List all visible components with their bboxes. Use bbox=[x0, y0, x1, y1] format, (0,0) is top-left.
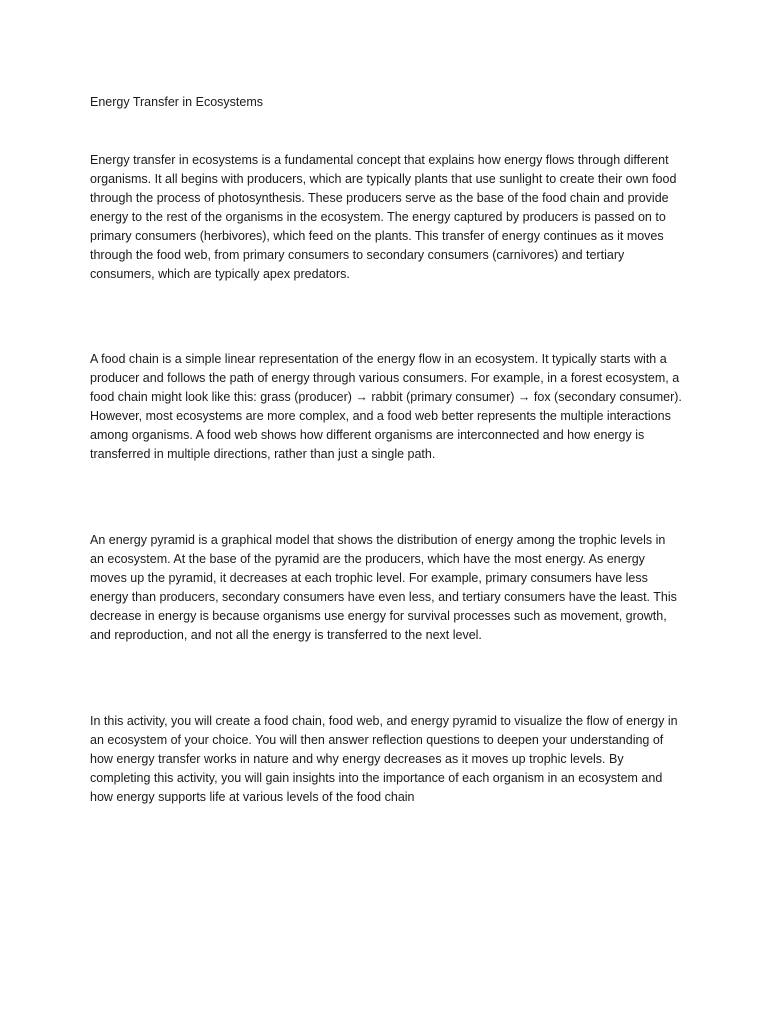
paragraph-intro: Energy transfer in ecosystems is a fundamental concept that explains how energy flows through different organisms. It all begins with producers, which are typically plants that use sunlight to create their own food through the process of photosynthesis. These producers serve as the base of the food chain and provide energy to the rest of the organisms in the ecosystem. The energy captured by producers is passed on to primary consumers (herbivores), which feed on the plants. This transfer of energy continues as it moves through the food web, from primary consumers to secondary consumers (carnivores) and tertiary consumers, which are typically apex predators. bbox=[90, 153, 677, 281]
paragraph-activity: In this activity, you will create a food chain, food web, and energy pyramid to visualize the flow of energy in an ecosystem of your choice. You will then answer reflection questions to deepen your understanding of how energy transfer works in nature and why energy decreases as it moves up trophic levels. By completing this activity, you will gain insights into the importance of each organism in an ecosystem and how energy supports life at various levels of the food chain bbox=[90, 714, 678, 804]
paragraph-energy-pyramid: An energy pyramid is a graphical model that shows the distribution of energy among the trophic levels in an ecosystem. At the base of the pyramid are the producers, which have the most energy. As energy moves up the pyramid, it decreases at each trophic level. For example, primary consumers have less energy than producers, secondary consumers have even less, and tertiary consumers have the least. This decrease in energy is because organisms use energy for survival processes such as movement, growth, and reproduction, and not all the energy is transferred to the next level. bbox=[90, 533, 677, 642]
document-title: Energy Transfer in Ecosystems bbox=[90, 95, 263, 109]
paragraph-food-chain: A food chain is a simple linear representation of the energy flow in an ecosystem. It typically starts with a producer and follows the path of energy through various consumers. For example, in a forest ecosystem, a food chain might look like this: grass (producer) → rabbit (primary consumer) → fox (secondary consumer). However, most ecosystems are more complex, and a food web better represents the multiple interactions among organisms. A food web shows how different organisms are interconnected and how energy is transferred in multiple directions, rather than just a single path. bbox=[90, 352, 682, 461]
